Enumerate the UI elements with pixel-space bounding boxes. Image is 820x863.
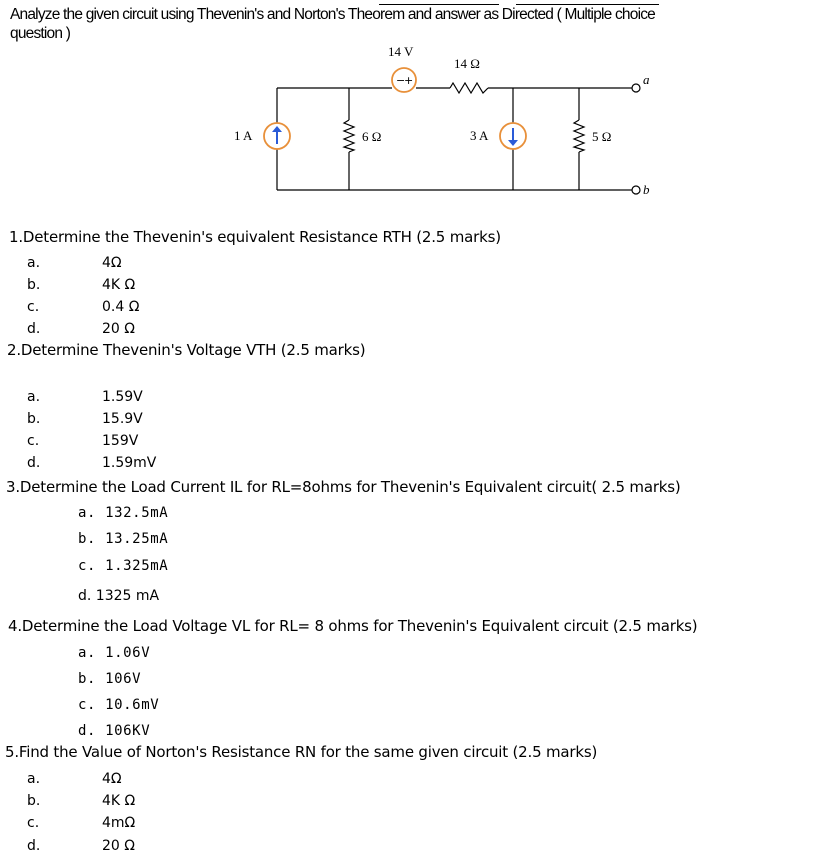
- option-value: 4Ω: [102, 771, 122, 787]
- option-letter: d.: [27, 838, 41, 854]
- option-item: a. 132.5mA: [78, 505, 169, 521]
- option-item: b. 106V: [78, 671, 142, 687]
- terminal-a-icon: [632, 84, 640, 92]
- option-item: c. 10.6mV: [78, 697, 160, 713]
- option-value: 4Ω: [102, 255, 122, 271]
- terminal-a-label: a: [643, 72, 650, 87]
- option-value: 15.9V: [102, 411, 143, 427]
- header-line-2: question ): [10, 25, 71, 42]
- current-source-2-label: 3 A: [470, 128, 489, 143]
- header-line-1: Analyze the given circuit using Thevenin's and Norton's Theorem and answer as Directed ( Multiple choice: [10, 6, 655, 23]
- option-value: 4K Ω: [102, 793, 136, 809]
- voltage-source-label: 14 V: [388, 44, 414, 59]
- terminal-b-label: b: [643, 182, 650, 197]
- question-5-text: 5.Find the Value of Norton's Resistance RN for the same given circuit (2.5 marks): [5, 743, 598, 761]
- option-value: 4K Ω: [102, 277, 136, 293]
- option-value: 20 Ω: [102, 838, 135, 854]
- question-4-text: 4.Determine the Load Voltage VL for RL= 8 ohms for Thevenin's Equivalent circuit (2.5 marks): [8, 617, 698, 635]
- terminal-b-icon: [632, 186, 640, 194]
- option-value: 4mΩ: [102, 815, 136, 831]
- option-item: b. 13.25mA: [78, 531, 169, 547]
- option-letter: b.: [27, 411, 41, 427]
- plus-sign: +: [404, 74, 414, 87]
- option-value: 20 Ω: [102, 321, 135, 337]
- current-source-1-label: 1 A: [234, 128, 253, 143]
- option-letter: d.: [27, 455, 41, 471]
- option-letter: a.: [27, 389, 41, 405]
- option-item: d. 1325 mA: [78, 588, 160, 604]
- option-letter: b.: [27, 277, 41, 293]
- resistor-2-label: 5 Ω: [592, 129, 612, 144]
- option-value: 1.59V: [102, 389, 143, 405]
- option-value: 1.59mV: [102, 455, 157, 471]
- option-letter: a.: [27, 255, 41, 271]
- minus-sign: −: [396, 74, 406, 87]
- option-letter: d.: [27, 321, 41, 337]
- circuit-diagram: [0, 0, 820, 230]
- option-item: c. 1.325mA: [78, 558, 169, 574]
- question-1-text: 1.Determine the Thevenin's equivalent Resistance RTH (2.5 marks): [9, 228, 501, 246]
- option-item: a. 1.06V: [78, 645, 151, 661]
- option-letter: a.: [27, 771, 41, 787]
- option-letter: c.: [27, 299, 40, 315]
- option-value: 159V: [102, 433, 139, 449]
- question-2-text: 2.Determine Thevenin's Voltage VTH (2.5 marks): [7, 341, 366, 359]
- option-letter: c.: [27, 815, 40, 831]
- question-3-text: 3.Determine the Load Current IL for RL=8ohms for Thevenin's Equivalent circuit( 2.5 marks): [6, 478, 681, 496]
- series-resistor-label: 14 Ω: [454, 56, 480, 71]
- option-item: d. 106KV: [78, 723, 151, 739]
- option-value: 0.4 Ω: [102, 299, 140, 315]
- option-letter: b.: [27, 793, 41, 809]
- option-letter: c.: [27, 433, 40, 449]
- resistor-1-label: 6 Ω: [362, 129, 382, 144]
